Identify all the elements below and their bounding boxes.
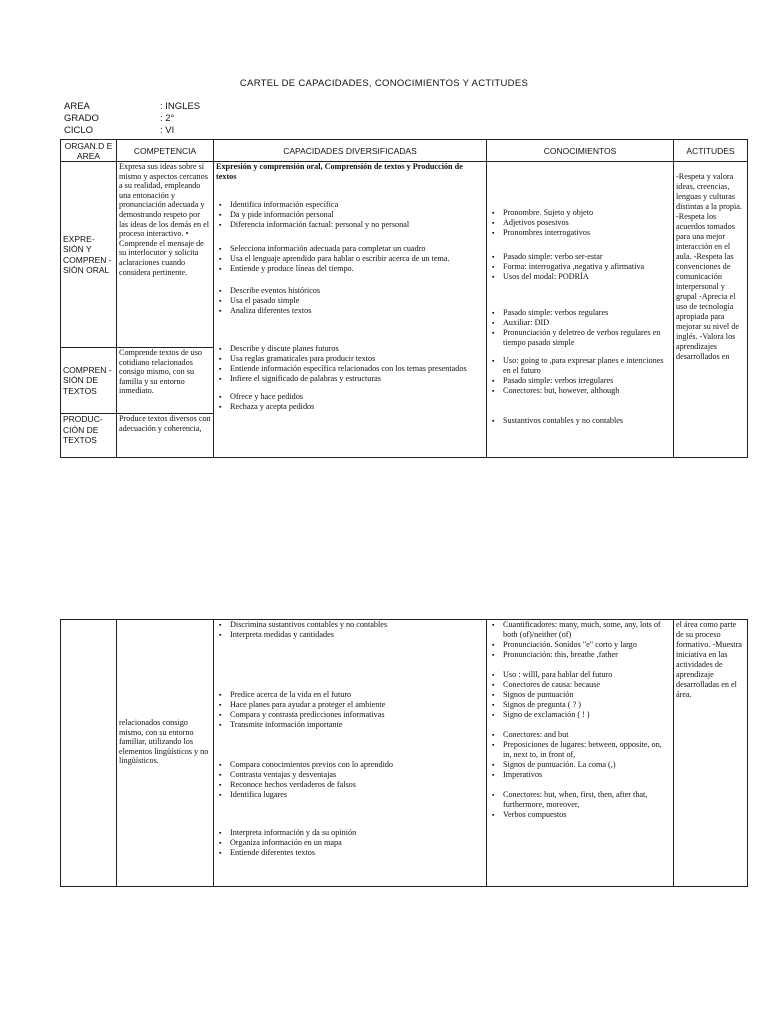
capacidades-cell — [214, 620, 487, 887]
list-item: ▪ Pasado simple: verbos regulares — [503, 308, 671, 318]
header-actitudes: ACTITUDES — [674, 140, 748, 162]
list-item: ▪ Conectores: but, however, although — [503, 386, 671, 396]
list-item: ▪ Conectores: but, when, first, then, after that, furthermore, moreover, — [503, 790, 671, 810]
meta-key: GRADO — [64, 113, 99, 124]
list-item: ▪ Pronunciación. Sonidos "e" corto y largo — [503, 640, 671, 650]
list-item: ▪ Da y pide información personal — [230, 210, 484, 220]
header-competencia: COMPETENCIA — [117, 140, 214, 162]
list-item: ▪ Describe y discute planes futuros — [230, 344, 484, 354]
header-conocimientos: CONOCIMIENTOS — [487, 140, 674, 162]
list-item: ▪ Reconoce hechos verdaderos de falsos — [230, 780, 484, 790]
meta-ciclo — [64, 125, 174, 136]
org-label: PRODUC-CIÓN DE TEXTOS — [63, 414, 103, 445]
list-item: ▪ Adjetivos posesivos — [503, 218, 671, 228]
list-item: ▪ Diferencia información factual: personal y no personal — [230, 220, 484, 230]
list-item: ▪ Pronunciación y deletreo de verbos regulares en tiempo pasado simple — [503, 328, 671, 348]
list-item: ▪ Rechaza y acepta pedidos — [230, 402, 484, 412]
list-item: ▪ Preposiciones de lugares: between, opposite, on, in, next to, in front of, — [503, 740, 671, 760]
capacidades-list — [216, 344, 484, 384]
competencia-text: Produce textos diversos con adecuación y coherencia, — [119, 414, 211, 433]
capacidades-list — [216, 690, 484, 730]
list-item: ▪ Forma: interrogativa ,negativa y afirmativa — [503, 262, 671, 272]
list-item: ▪ Organiza información en un mapa — [230, 838, 484, 848]
conocimientos-list — [489, 416, 671, 426]
org-cell — [61, 620, 117, 887]
capacidades-list — [216, 244, 484, 274]
capacidades-list — [216, 200, 484, 230]
list-item: ▪ Pronunciación: this, breathe ,father — [503, 650, 671, 660]
capacities-table-page-2 — [60, 619, 748, 887]
list-item: ▪ Imperativos — [503, 770, 671, 780]
list-item: ▪ Interpreta medidas y cantidades — [230, 630, 484, 640]
org-cell — [61, 162, 117, 348]
meta-key: CICLO — [64, 125, 94, 136]
list-item: ▪ Pasado simple: verbo ser-estar — [503, 252, 671, 262]
list-item: ▪ Identifica lugares — [230, 790, 484, 800]
list-item: ▪ Usa reglas gramaticales para producir textos — [230, 354, 484, 364]
list-item: ▪ Transmite información importante — [230, 720, 484, 730]
capacidades-cell — [214, 162, 487, 458]
list-item: ▪ Sustantivos contables y no contables — [503, 416, 671, 426]
list-item: ▪ Conectores: and but — [503, 730, 671, 740]
org-label: EXPRE-SIÓN Y COMPREN -SIÓN ORAL — [63, 233, 112, 275]
meta-value: : INGLES — [160, 101, 201, 112]
list-item: ▪ Entiende y produce líneas del tiempo. — [230, 264, 484, 274]
list-item: ▪ Usos del modal: PODRÍA — [503, 272, 671, 282]
list-item: ▪ Cuantificadores: many, much, some, any, lots of both (of)/neither (of) — [503, 620, 671, 640]
list-item: ▪ Signos de puntuación. La coma (,) — [503, 760, 671, 770]
meta-area — [64, 101, 200, 112]
competencia-text: relacionados consigo mismo, con su entorno familiar, utilizando los elementos lingüísticos y no lingüísticos. — [119, 718, 209, 766]
list-item: ▪ Auxiliar: DID — [503, 318, 671, 328]
list-item: ▪ Pasado simple: verbos irregulares — [503, 376, 671, 386]
list-item: ▪ Signo de exclamación ( ! ) — [503, 710, 671, 720]
page-title: CARTEL DE CAPACIDADES, CONOCIMIENTOS Y ACTITUDES — [239, 78, 529, 89]
meta-key: AREA — [64, 101, 90, 112]
org-cell — [61, 348, 117, 414]
header-row — [61, 140, 748, 162]
conocimientos-list — [489, 308, 671, 348]
competencia-cell — [117, 620, 214, 887]
capacities-table-page-1 — [60, 139, 748, 458]
list-item: ▪ Pronombres interrogativos — [503, 228, 671, 238]
list-item: ▪ Describe eventos históricos — [230, 286, 484, 296]
competencia-cell — [117, 162, 214, 348]
list-item: ▪ Conectores de causa: because — [503, 680, 671, 690]
list-item: ▪ Compara y contrasta predicciones informativas — [230, 710, 484, 720]
list-item: ▪ Identifica información específica — [230, 200, 484, 210]
header-capacidades: CAPACIDADES DIVERSIFICADAS — [214, 140, 487, 162]
list-item: ▪ Usa el pasado simple — [230, 296, 484, 306]
competencia-cell — [117, 348, 214, 414]
list-item: ▪ Discrimina sustantivos contables y no contables — [230, 620, 484, 630]
meta-value: : VI — [160, 125, 175, 136]
capacidades-heading: Expresión y comprensión oral, Comprensión de textos y Producción de textos — [216, 162, 463, 181]
conocimientos-list — [489, 730, 671, 780]
actitudes-text: el área como parte de su proceso formativo. -Muestra iniciativa en las actividades de aprendizaje desarrolladas en el área. — [676, 620, 742, 699]
list-item: ▪ Signos de pregunta ( ? ) — [503, 700, 671, 710]
list-item: ▪ Contrasta ventajas y desventajas — [230, 770, 484, 780]
conocimientos-cell — [487, 620, 674, 887]
capacidades-list — [216, 620, 484, 640]
list-item: ▪ Predice acerca de la vida en el futuro — [230, 690, 484, 700]
capacidades-list — [216, 392, 484, 412]
conocimientos-list — [489, 356, 671, 396]
list-item: ▪ Selecciona información adecuada para completar un cuadro — [230, 244, 484, 254]
table-row — [61, 620, 748, 887]
conocimientos-cell — [487, 162, 674, 458]
org-cell — [61, 414, 117, 458]
list-item: ▪ Ofrece y hace pedidos — [230, 392, 484, 402]
competencia-text: Expresa sus ideas sobre sí mismo y aspectos cercanos a su realidad, empleando una entonación y pronunciación adecuada y demostrando respeto por las ideas de los demás en el proceso interactivo. • Comprende el mensaje de su interlocutor y solicita aclaraciones cuando considera pertinente. — [119, 162, 210, 277]
list-item: ▪ Compara conocimientos previos con lo aprendido — [230, 760, 484, 770]
capacidades-list — [216, 760, 484, 800]
list-item: ▪ Signos de puntuación — [503, 690, 671, 700]
list-item: ▪ Analiza diferentes textos — [230, 306, 484, 316]
conocimientos-list — [489, 790, 671, 820]
conocimientos-list — [489, 252, 671, 282]
list-item: ▪ Entiende información específica relacionados con los temas presentados — [230, 364, 484, 374]
capacidades-list — [216, 828, 484, 858]
list-item: ▪ Entiende diferentes textos — [230, 848, 484, 858]
list-item: ▪ Hace planes para ayudar a proteger el ambiente — [230, 700, 484, 710]
list-item: ▪ Infiere el significado de palabras y estructuras — [230, 374, 484, 384]
org-label: COMPREN -SIÓN DE TEXTOS — [63, 364, 112, 396]
list-item: ▪ Usa el lenguaje aprendido para hablar o escribir acerca de un tema. — [230, 254, 484, 264]
meta-value: : 2° — [160, 113, 175, 124]
capacidades-list — [216, 286, 484, 316]
list-item: ▪ Verbos compuestos — [503, 810, 671, 820]
actitudes-cell — [674, 162, 748, 458]
actitudes-text: -Respeta y valora ideas, creencias, lenguas y culturas distintas a la propia. -Respeta los acuerdos tomados para una mejor interacción en el aula. -Respeta las convenciones de comunicación interpersonal y grupal -Aprecia el uso de tecnología apropiada para mejorar su nivel de inglés. -Valora los aprendizajes desarrollados en — [676, 172, 742, 361]
competencia-cell — [117, 414, 214, 458]
competencia-text: Comprende textos de uso cotidiano relacionados consigo mismo, con su familia y su entorno inmediato. — [119, 348, 202, 396]
list-item: ▪ Uso: going to ,para expresar planes e intenciones en el futuro — [503, 356, 671, 376]
conocimientos-list — [489, 620, 671, 660]
table-row — [61, 162, 748, 348]
header-org: ORGAN.D E AREA — [61, 140, 117, 162]
actitudes-cell — [674, 620, 748, 887]
list-item: ▪ Uso : willl, para hablar del futuro — [503, 670, 671, 680]
meta-grado — [64, 113, 174, 124]
list-item: ▪ Interpreta información y da su opinión — [230, 828, 484, 838]
conocimientos-list — [489, 208, 671, 238]
conocimientos-list — [489, 670, 671, 720]
list-item: ▪ Pronombre. Sujeto y objeto — [503, 208, 671, 218]
